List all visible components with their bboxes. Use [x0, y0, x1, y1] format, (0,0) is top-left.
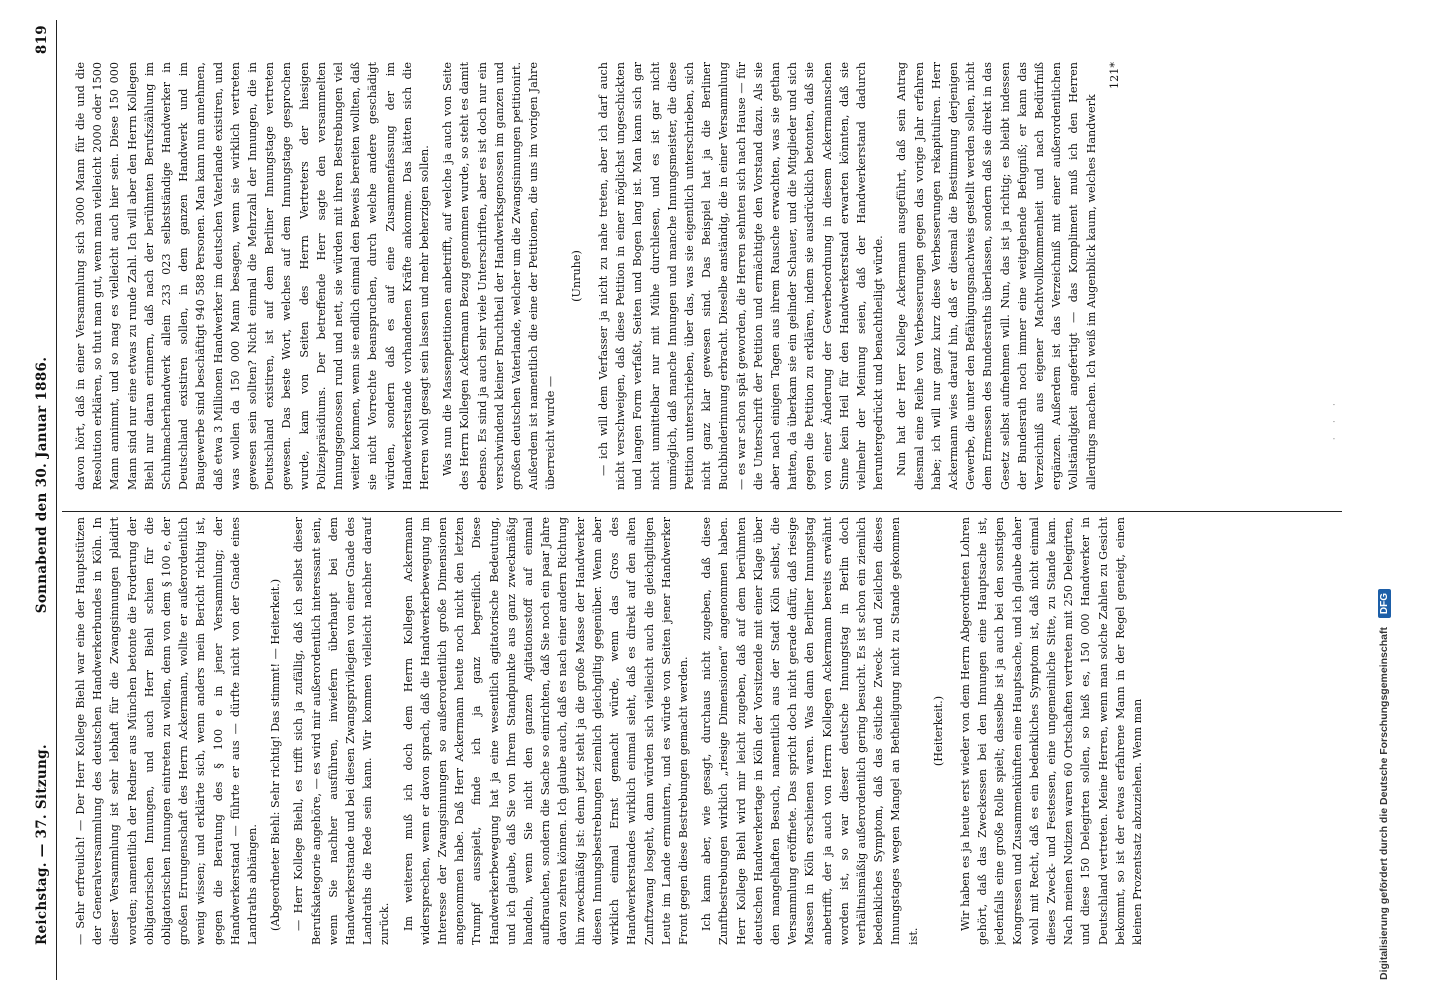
interjection: (Heiterkeit.): [931, 695, 945, 767]
paragraph: Was nun die Massenpetitionen anbetrifft, auf welche ja auch von Seite des Herrn Kollegen Ackermann Bezug genommen wurde, so steht es damit ebenso. Es sind ja auch sehr viele Unterschriften, aber es ist doch nur ein verschwindend kleiner Bruchtheil der Handwerksgenossen im ganzen und großen deutschen Vaterlande, welcher um die Zwangsinnungen petitionirt. Außerdem ist namentlich die eine der Petitionen, die uns im vorigen Jahre überreicht wurde —: [441, 62, 558, 490]
paragraph: davon hört, daß in einer Versammlung sich 3000 Mann für die und die Resolution erklären, so thut man gut, wenn man vielleicht 2000 oder 1500 Mann annimmt, und so mag es vielleicht auch hier sein. Diese 150 000 Mann sind nur eine etwas zu runde Zahl. Ich will aber den Herrn Kollegen Biehl nur daran erinnern, daß nach der berühmten Berufszählung im Schuhmacherhandwerk allein 233 023 selbstständige Handwerker in Deutschland existiren sollen, in dem ganzen Handwerk und im Baugewerbe sind beschäftigt 940 588 Personen. Man kann nun annehmen, daß etwa 3 Millionen Handwerker im deutschen Vaterlande existiren, und was wollen da 150 000 Mann besagen, wenn sie wirklich vertreten gewesen sein sollten? Nicht einmal die Mehrzahl der Innungen, die in Deutschland existiren, ist auf dem Berliner Innungstage vertreten gewesen. Das beste Wort, welches auf dem Innungstage gesprochen wurde, kam von Seiten des Herrn Vertreters der hiesigen Polizeipräsidiums. Der betreffende Herr sagte den versammelten Innungsgenossen rund und nett, sie würden mit ihren Bestrebungen viel weiter kommen, wenn sie endlich einmal den Beweis bereiten wollten, daß sie nicht Vorrechte beanspruchen, durch welche andere geschädigt würden, sondern daß es auf eine Zusammenfassung der im Handwerkerstande vorhandenen Kräfte ankomme. Das hätten sich die Herren wohl gesagt sein lassen und mehr beherzigen sollen.: [74, 62, 432, 490]
page-number: 819: [34, 25, 50, 55]
left-column: [72, 517, 1152, 945]
paragraph: (Abgeordneter Biehl: Sehr richtig! Das stimmt! — Heiterkeit.): [269, 578, 283, 931]
paragraph: — Sehr erfreulich! — Der Herr Kollege Biehl war eine der Hauptstützen der Generalversammlung des deutschen Handwerkerbundes in Köln. In dieser Versammlung ist sehr lebhaft für die Zwangsinnungen plaidirt worden; namentlich der Redner aus München betonte die Forderung der obligatorischen Innungen, und auch Herr Biehl schien für die obligatorischen Innungen eintreten zu wollen, denn von dem § 100 e, der großen Errungenschaft des Herrn Ackermann, wollte er außerordentlich wenig wissen; und erklärte sich, wenn anders mein Bericht richtig ist, gegen die Beratung des § 100 e in jener Versammlung; der Handwerkerstand — führte er aus — dürfte nicht von der Gnade eines Landraths abhängen.: [74, 517, 260, 945]
column-divider: [62, 511, 1342, 512]
header-rule: [56, 20, 57, 980]
paragraph: — ich will dem Verfasser ja nicht zu nahe treten, aber ich darf auch nicht verschweigen, daß diese Petition in einer möglichst ungeschickten und langen Form verfaßt, Seiten und Bogen lang ist. Man kann sich gar nicht unmittelbar nur mit Mühe durchlesen, und es ist gar nicht unmöglich, daß manche Innungen und manche Innungsmeister, die diese Petition unterschrieben, über das, was sie eigentlich unterschrieben, sich nicht ganz klar gewesen sind. Das Beispiel hat ja die Berliner Buchbinderinnung erbracht. Dieselbe anständig, die in einer Versammlung — es war schon spät geworden, die Herren sehnten sich nach Hause — für die Unterschrift der Petition und ermächtigte den Vorstand dazu. Als sie aber nach einigen Tagen aus ihrem Rausche erwachten, was sie gethan hatten, da überkam sie ein gelinder Schauer, und die Mitglieder und sich gegen die Petition zu erklären, indem sie ausdrücklich betonten, daß sie von einer Änderung der Gewerbeordnung in diesem Ackermannschen Sinne kein Heil für den Handwerkerstand erwarten könnten, daß sie vielmehr der Meinung seien, daß der Handwerkerstand dadurch heruntergedrückt und benachtheiligt würde.: [596, 62, 886, 490]
paragraph: — Herr Kollege Biehl, es trifft sich ja zufällig, daß ich selbst dieser Berufskategorie angehöre, — es wird mir außerordentlich interessant sein, wenn Sie nachher ausführen, inwiefern überhaupt bei dem Handwerkerstande und bei diesen Zwangsprivilegien von einer Gnade des Landraths die Rede sein kann. Wir kommen vielleicht nachher darauf zurück.: [292, 517, 392, 945]
page-header: [34, 25, 54, 945]
paragraph: Ich kann aber, wie gesagt, durchaus nicht zugeben, daß diese Zunftbestrebungen wirklich „riesige Dimensionen“ angenommen haben. Herr Kollege Biehl wird mir leicht zugeben, daß auf dem berühmten deutschen Handwerkertage in Köln der Vorsitzende mit einer Klage über den mangelhaften Besuch, namentlich aus der Stadt Köln selbst, die Versammlung eröffnete. Das spricht doch nicht gerade dafür, daß riesige Massen in Köln erschienen waren. Was dann den Berliner Innungstag anbetrifft, der ja auch von Herrn Kollegen Ackermann bereits erwähnt worden ist, so war dieser deutsche Innungstag in Berlin doch verhältnismäßig außerordentlich gering besucht. Es ist schon ein ziemlich bedenkliches Symptom, daß das östliche Zweck- und Zeilchen dieses Innungstages wegen Mangel an Betheiligung nicht zu Stande gekommen ist.: [700, 517, 920, 945]
digitization-credit: [1378, 20, 1391, 980]
signature-mark: 121*: [1107, 62, 1121, 89]
credit-text: Digitalisierung gefördert durch die Deutsche Forschungsgemeinschaft: [1378, 627, 1390, 980]
interjection: (Unruhe): [569, 250, 583, 302]
header-left: Reichstag. — 37. Sitzung.: [34, 744, 50, 945]
dfg-logo-icon: DFG: [1378, 589, 1391, 618]
paragraph: Nun hat der Herr Kollege Ackermann ausgeführt, daß sein Antrag diesmal eine Reihe von Verbesserungen gegen das vorige Jahr erfahren habe; ich will nur ganz kurz diese Verbesserungen rekapituliren. Herr Ackermann wies darauf hin, daß er diesmal die Bestimmung derjenigen Gewerbe, die unter den Befähigungsnachweis gestellt werden sollen, nicht dem Ermessen des Bundesraths überlassen, sondern daß sie direkt in das Gesetz selbst aufnehmen will. Nun, das ist ja richtig; es bleibt indessen der Bundesrath noch immer eine weitgehende Befugniß; er kann das Verzeichniß aus eigener Machtvollkommenheit und nach Bedürfniß ergänzen. Außerdem ist das Verzeichniß mit einer außerordentlichen Vollständigkeit angefertigt — das Kompliment muß ich den Herren allerdings machen. Ich weiß im Augenblick kaum, welches Handwerk: [895, 62, 1098, 490]
edge-marks: · · ·: [1330, 397, 1339, 440]
header-date: Sonnabend den 30. Januar 1886.: [34, 356, 50, 614]
right-column: [72, 62, 1123, 490]
paragraph: Im weiteren muß ich doch dem Herrn Kollegen Ackermann widersprechen, wenn er davon sprach, daß die Handwerkerbewegung im Interesse der Zwangsinnungen so außerordentlich große Dimensionen angenommen habe. Daß Herr Ackermann heute noch nicht den letzten Trumpf ausspielt, finde ich ja ganz begreiflich. Diese Handwerkerbewegung hat ja eine wesentlich agitatorische Bedeutung, und ich glaube, daß Sie von Ihrem Standpunkte aus ganz zweckmäßig handeln, wenn Sie nicht den ganzen Agitationsstoff auf einmal aufbrauchen, sondern die Sache so einrichten, daß Sie noch ein paar Jahre davon zehren können. Ich glaube auch, daß es nach einer andern Richtung hin zweckmäßig ist: denn jetzt steht ja die große Masse der Handwerker diesen Innungsbestrebungen ziemlich gleichgiltig gegenüber. Wenn aber wirklich einmal Ernst gemacht würde, wenn das Gros des Handwerkerstandes wirklich einmal sieht, daß es direkt auf den alten Zunftzwang losgeht, dann würden sich vielleicht auch die gleichgiltigen Leute im Lande ermuntern, und es würde von Seiten jener Handwerker Front gegen diese Bestrebungen gemacht werden.: [401, 517, 690, 945]
paragraph: Wir haben es ja heute erst wieder von dem Herrn Abgeordneten Lohren gehört, daß das Zweckessen bei den Innungen eine Hauptsache ist, jedenfalls eine große Rolle spielt; dasselbe ist ja auch bei den sonstigen Kongressen und Zusammenkünften eine Hauptsache, und ich glaube daher wohl mit Recht, daß es ein bedenkliches Symptom ist, daß nicht einmal dieses Zweck- und Festessen, eine ungemeinliche Sitte, zu Stande kam. Nach meinen Notizen waren 60 Ortschaften vertreten mit 250 Delegirten, und diese 150 Delegirten sollen, so hieß es, 150 000 Handwerker in Deutschland vertreten. Meine Herren, wenn man solche Zahlen zu Gesicht bekommt, so ist der etwas erfahrene Mann in der Regel geneigt, einen kleinen Prozentsatz abzuziehen. Wenn man: [958, 517, 1144, 945]
